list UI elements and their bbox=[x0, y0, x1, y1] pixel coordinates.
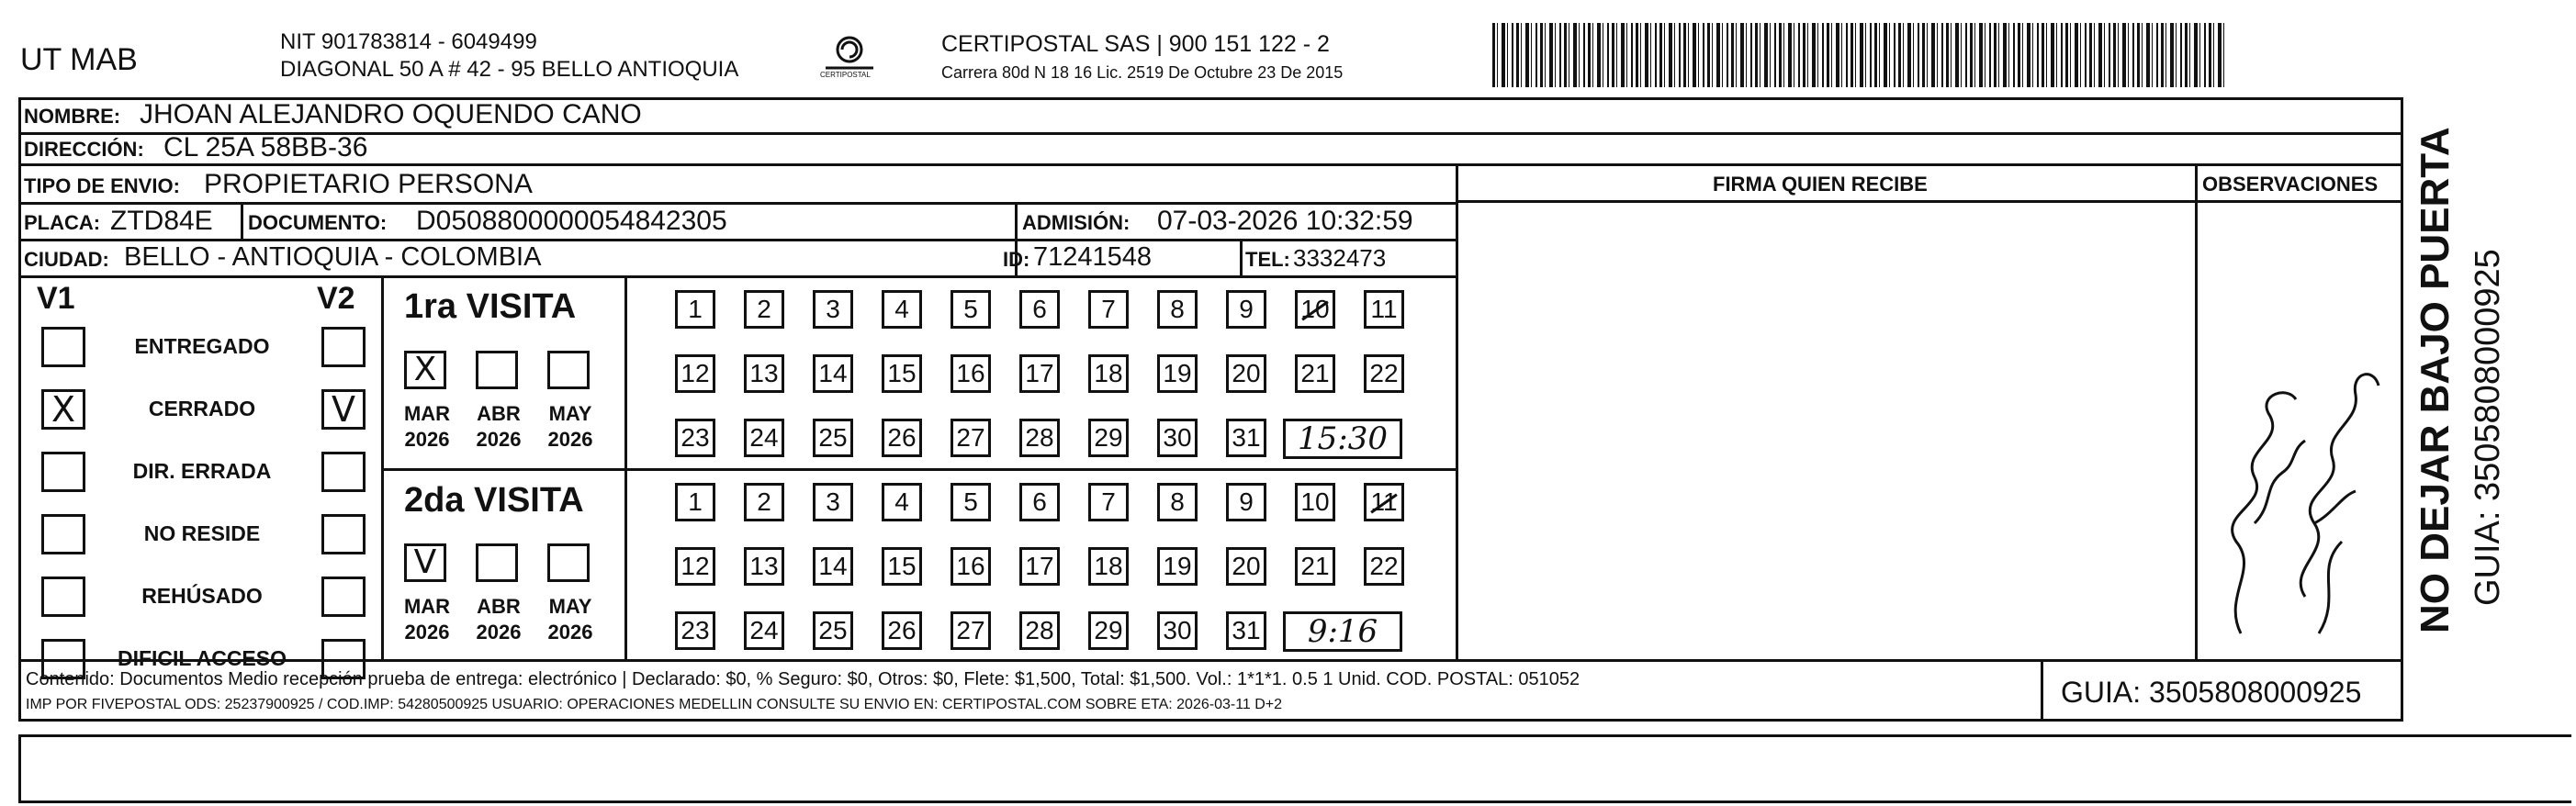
day-box[interactable]: 22 bbox=[1364, 354, 1404, 393]
admision-label: ADMISIÓN: bbox=[1022, 211, 1131, 234]
tipo-envio-label: TIPO DE ENVIO: bbox=[24, 174, 180, 197]
day-box[interactable]: 22 bbox=[1364, 547, 1404, 586]
month-label: ABR bbox=[477, 402, 521, 425]
footer-content-line: Contenido: Documentos Medio recepción prueba de entrega: electrónico | Declarado: $0, % Seguro: $0, Otros: $0, Flete: $1,500, Total: $1,500. Vol.: 1*1*1. 0.5 1 Unid. COD. POSTAL: 051052 bbox=[26, 669, 1580, 689]
visit-time[interactable]: 9:16 bbox=[1283, 611, 1402, 652]
v2-checkbox[interactable] bbox=[321, 514, 366, 554]
carrier-name: CERTIPOSTAL SAS | 900 151 122 - 2 bbox=[941, 31, 1330, 57]
day-box[interactable]: 7 bbox=[1088, 290, 1129, 329]
day-box[interactable]: 12 bbox=[675, 547, 715, 586]
day-box[interactable]: 10 bbox=[1295, 483, 1335, 521]
day-box[interactable]: 11 bbox=[1364, 290, 1404, 329]
month-label: MAR bbox=[403, 595, 451, 618]
day-box[interactable]: 23 bbox=[675, 419, 715, 457]
v2-checkbox[interactable] bbox=[321, 327, 366, 367]
year-label: 2026 bbox=[547, 428, 593, 451]
day-box[interactable]: 16 bbox=[951, 354, 991, 393]
year-label: 2026 bbox=[476, 428, 522, 451]
day-box[interactable]: 12 bbox=[675, 354, 715, 393]
bottom-empty-box bbox=[18, 734, 2571, 803]
year-label: 2026 bbox=[547, 621, 593, 644]
recipient-address: CL 25A 58BB-36 bbox=[163, 132, 368, 162]
day-box[interactable]: 19 bbox=[1157, 354, 1198, 393]
day-box[interactable]: 6 bbox=[1019, 290, 1060, 329]
v1-checkbox[interactable] bbox=[41, 327, 85, 367]
sender-address: DIAGONAL 50 A # 42 - 95 BELLO ANTIOQUIA bbox=[280, 57, 739, 82]
tel-value: 3332473 bbox=[1293, 244, 1387, 272]
v2-checkbox[interactable]: V bbox=[321, 389, 366, 430]
day-box[interactable]: 24 bbox=[744, 611, 784, 650]
v1-header: V1 bbox=[37, 281, 75, 316]
day-box[interactable]: 14 bbox=[813, 547, 853, 586]
day-box[interactable]: 13 bbox=[744, 354, 784, 393]
day-box[interactable]: 10 bbox=[1295, 290, 1335, 329]
day-box[interactable]: 5 bbox=[951, 290, 991, 329]
v1-checkbox[interactable]: X bbox=[41, 389, 85, 430]
admision-value: 07-03-2026 10:32:59 bbox=[1157, 206, 1413, 236]
month-label: MAY bbox=[548, 402, 592, 425]
status-label: DIR. ERRADA bbox=[132, 459, 272, 483]
day-box[interactable]: 21 bbox=[1295, 547, 1335, 586]
year-label: 2026 bbox=[404, 621, 450, 644]
day-box[interactable]: 4 bbox=[882, 483, 922, 521]
day-box[interactable]: 30 bbox=[1157, 611, 1198, 650]
day-box[interactable]: 3 bbox=[813, 483, 853, 521]
day-box[interactable]: 31 bbox=[1226, 419, 1266, 457]
day-box[interactable]: 9 bbox=[1226, 483, 1266, 521]
day-box[interactable]: 4 bbox=[882, 290, 922, 329]
day-box[interactable]: 8 bbox=[1157, 290, 1198, 329]
month-checkbox[interactable]: X bbox=[404, 351, 446, 389]
status-label: NO RESIDE bbox=[143, 521, 261, 545]
nombre-label: NOMBRE: bbox=[24, 105, 121, 128]
day-box[interactable]: 1 bbox=[675, 290, 715, 329]
tipo-envio: PROPIETARIO PERSONA bbox=[204, 169, 533, 199]
documento-value: D0508800000054842305 bbox=[416, 206, 727, 236]
day-box[interactable]: 20 bbox=[1226, 547, 1266, 586]
logo-caption: CERTIPOSTAL bbox=[820, 71, 871, 79]
year-label: 2026 bbox=[476, 621, 522, 644]
side-guia: GUIA: 3505808000925 bbox=[2469, 249, 2507, 606]
day-box[interactable]: 20 bbox=[1226, 354, 1266, 393]
day-box[interactable]: 27 bbox=[951, 611, 991, 650]
day-box[interactable]: 17 bbox=[1019, 354, 1060, 393]
day-box[interactable]: 5 bbox=[951, 483, 991, 521]
day-box[interactable]: 8 bbox=[1157, 483, 1198, 521]
month-label: MAY bbox=[548, 595, 592, 618]
day-box[interactable]: 17 bbox=[1019, 547, 1060, 586]
day-box[interactable]: 26 bbox=[882, 419, 922, 457]
firma-header: FIRMA QUIEN RECIBE bbox=[1713, 173, 1928, 196]
day-box[interactable]: 6 bbox=[1019, 483, 1060, 521]
month-checkbox[interactable] bbox=[547, 351, 590, 389]
v1-checkbox[interactable] bbox=[41, 514, 85, 554]
month-checkbox[interactable] bbox=[476, 351, 518, 389]
day-box[interactable]: 14 bbox=[813, 354, 853, 393]
day-box[interactable]: 24 bbox=[744, 419, 784, 457]
day-box[interactable]: 25 bbox=[813, 611, 853, 650]
day-box[interactable]: 28 bbox=[1019, 611, 1060, 650]
day-box[interactable]: 3 bbox=[813, 290, 853, 329]
status-label: ENTREGADO bbox=[134, 334, 270, 358]
status-label: DIFICIL ACCESO bbox=[117, 646, 287, 670]
footer-guia: GUIA: 3505808000925 bbox=[2061, 676, 2362, 709]
id-value: 71241548 bbox=[1033, 242, 1153, 272]
day-box[interactable]: 26 bbox=[882, 611, 922, 650]
day-box[interactable]: 16 bbox=[951, 547, 991, 586]
year-label: 2026 bbox=[404, 428, 450, 451]
day-mark bbox=[1301, 301, 1329, 321]
visit-2-title: 2da VISITA bbox=[404, 481, 584, 520]
day-box[interactable]: 18 bbox=[1088, 547, 1129, 586]
recipient-signature bbox=[2204, 294, 2388, 652]
day-box[interactable]: 28 bbox=[1019, 419, 1060, 457]
id-label: ID: bbox=[1003, 248, 1030, 271]
v2-checkbox[interactable] bbox=[321, 577, 366, 617]
ciudad-value: BELLO - ANTIOQUIA - COLOMBIA bbox=[124, 242, 542, 272]
day-box[interactable]: 18 bbox=[1088, 354, 1129, 393]
day-box[interactable]: 25 bbox=[813, 419, 853, 457]
v2-checkbox[interactable] bbox=[321, 452, 366, 492]
day-box[interactable]: 21 bbox=[1295, 354, 1335, 393]
day-box[interactable]: 15 bbox=[882, 547, 922, 586]
observaciones-header: OBSERVACIONES bbox=[2202, 173, 2379, 196]
month-checkbox[interactable] bbox=[476, 543, 518, 582]
day-box[interactable]: 29 bbox=[1088, 419, 1129, 457]
visit-1-title: 1ra VISITA bbox=[404, 287, 577, 326]
documento-label: DOCUMENTO: bbox=[248, 211, 388, 234]
status-label: REHÚSADO bbox=[141, 584, 263, 608]
day-box[interactable]: 15 bbox=[882, 354, 922, 393]
v1-checkbox[interactable] bbox=[41, 452, 85, 492]
day-box[interactable]: 27 bbox=[951, 419, 991, 457]
ciudad-label: CIUDAD: bbox=[24, 248, 109, 271]
v2-header: V2 bbox=[317, 281, 355, 316]
month-checkbox[interactable] bbox=[547, 543, 590, 582]
day-box[interactable]: 19 bbox=[1157, 547, 1198, 586]
month-label: ABR bbox=[477, 595, 521, 618]
barcode bbox=[1492, 23, 2227, 87]
day-box[interactable]: 30 bbox=[1157, 419, 1198, 457]
status-label: CERRADO bbox=[148, 397, 256, 420]
visit-time[interactable]: 15:30 bbox=[1283, 419, 1402, 459]
day-box[interactable]: 31 bbox=[1226, 611, 1266, 650]
placa-label: PLACA: bbox=[24, 211, 101, 234]
side-no-dejar: NO DEJAR BAJO PUERTA bbox=[2413, 127, 2458, 633]
day-box[interactable]: 2 bbox=[744, 483, 784, 521]
company-name: UT MAB bbox=[20, 42, 138, 77]
day-box[interactable]: 29 bbox=[1088, 611, 1129, 650]
day-mark bbox=[1370, 494, 1398, 514]
day-box[interactable]: 1 bbox=[675, 483, 715, 521]
certipostal-logo bbox=[822, 35, 877, 72]
v1-checkbox[interactable] bbox=[41, 577, 85, 617]
direccion-label: DIRECCIÓN: bbox=[24, 138, 144, 161]
day-box[interactable]: 2 bbox=[744, 290, 784, 329]
day-box[interactable]: 7 bbox=[1088, 483, 1129, 521]
month-checkbox[interactable]: V bbox=[404, 543, 446, 582]
day-box[interactable]: 11 bbox=[1364, 483, 1404, 521]
day-box[interactable]: 9 bbox=[1226, 290, 1266, 329]
recipient-name: JHOAN ALEJANDRO OQUENDO CANO bbox=[140, 99, 642, 129]
month-label: MAR bbox=[403, 402, 451, 425]
day-box[interactable]: 23 bbox=[675, 611, 715, 650]
carrier-license: Carrera 80d N 18 16 Lic. 2519 De Octubre 23 De 2015 bbox=[941, 63, 1344, 82]
tel-label: TEL: bbox=[1245, 248, 1290, 271]
footer-imp-line: IMP POR FIVEPOSTAL ODS: 25237900925 / COD.IMP: 54280500925 USUARIO: OPERACIONES MEDELLIN CONSULTE SU ENVIO EN: CERTIPOSTAL.COM SOBRE ETA: 2026-03-11 D+2 bbox=[26, 697, 1283, 712]
day-box[interactable]: 13 bbox=[744, 547, 784, 586]
placa-value: ZTD84E bbox=[110, 206, 213, 236]
nit-text: NIT 901783814 - 6049499 bbox=[280, 29, 537, 54]
